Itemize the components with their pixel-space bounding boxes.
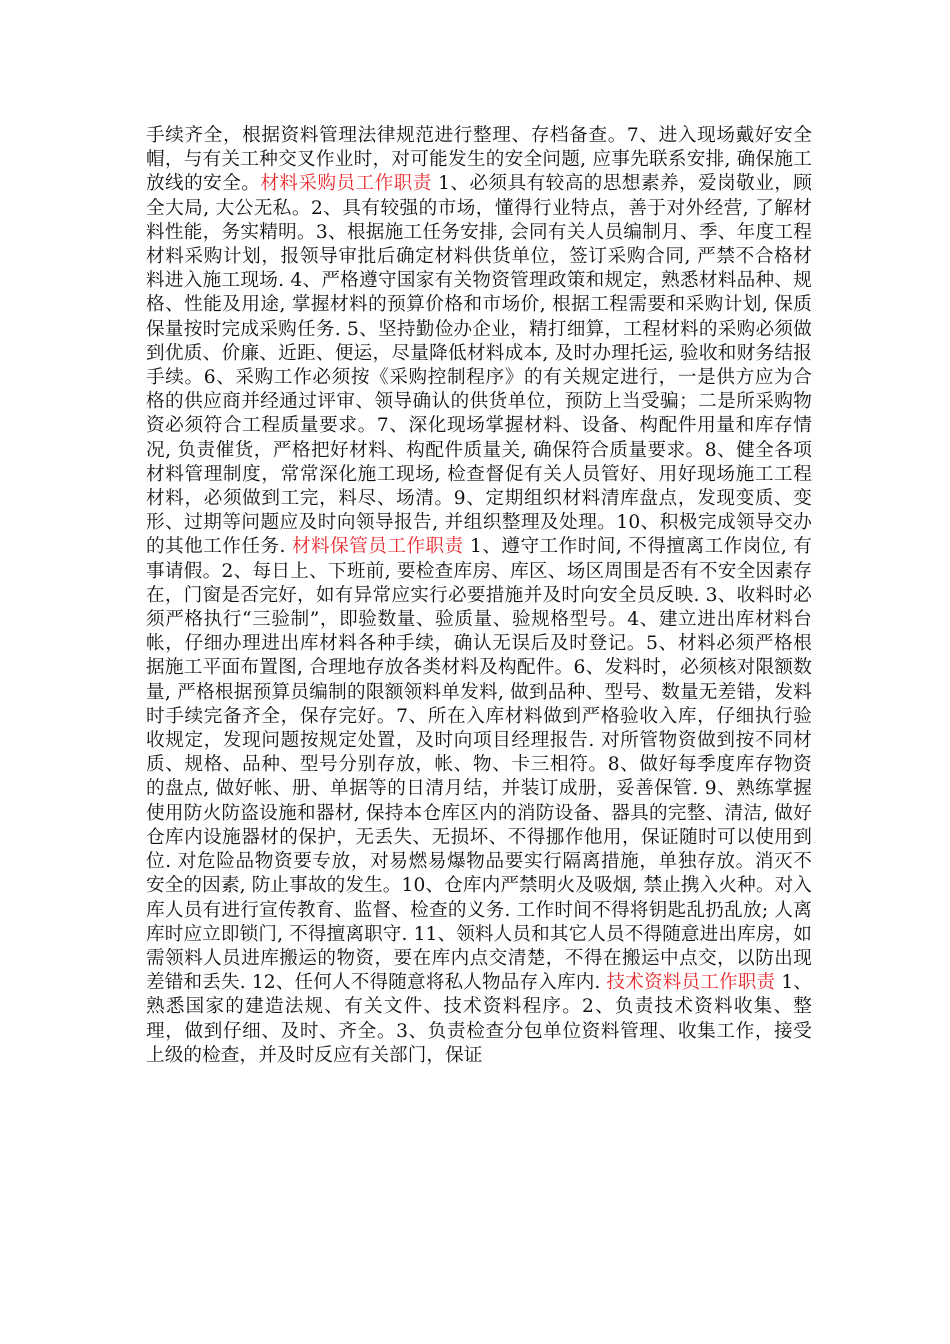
body-text: 1、必须具有较高的思想素养，爱岗敬业，顾全大局, 大公无私。2、具有较强的市场，懂得行业特点，善于对外经营, 了解材料性能，务实精明。3、根据施工任务安排, 会同有关人员编制月、季、年度工程材料采购计划，报领导审批后确定材料供货单位，签订采购合同, 严禁不合格材料进入施工现场. 4、严格遵守国家有关物资管理政策和规定，熟悉材料品种、规格、性能及用途, 掌握材料的预算价格和市场价, 根据工程需要和采购计划, 保质保量按时完成采购任务. 5、坚持勤俭办企业，精打细算，工程材料的采购必须做到优质、价廉、近距、便运，尽量降低材料成本, 及时办理托运, 验收和财务结报手续。6、采购工作必须按《采购控制程序》的有关规定进行，一是供方应为合格的供应商并经通过评审、领导确认的供货单位，预防上当受骗；二是所采购物资必须符合工程质量要求。7、深化现场掌握材料、设备、构配件用量和库存情况, 负责催货，严格把好材料、构配件质量关, 确保符合质量要求。8、健全各项材料管理制度，常常深化施工现场, 检查督促有关人员管好、用好现场施工工程材料，必须做到工完，料尽、场清。9、定期组织材料清库盘点，发现变质、变形、过期等问题应及时向领导报告, 并组织整理及处理。10、积极完成领导交办的其他工作任务.	[146, 173, 813, 558]
body-text: 1、熟悉国家的建造法规、有关文件、技术资料程序。2、负责技术资料收集、整理，做到仔细、及时、齐全。3、负责检查分包单位资料管理、收集工作，接受上级的检查，并及时反应有关部门，保证	[146, 972, 812, 1066]
document-body	[146, 124, 812, 1068]
section-heading-technical-archivist: 技术资料员工作职责	[606, 972, 776, 994]
section-heading-material-purchaser: 材料采购员工作职责	[260, 173, 432, 195]
body-text: 手续齐全，根据资料管理法律规范进行整理、存档备查。7、进入现场戴好安全帽，与有关工种交叉作业时，对可能发生的安全问题, 应事先联系安排, 确保施工放线的安全。	[146, 125, 812, 195]
body-text: 1、遵守工作时间, 不得擅离工作岗位, 有事请假。2、每日上、下班前, 要检查库房、库区、场区周围是否有不安全因素存在，门窗是否完好，如有异常应实行必要措施并及时向安全员反映. 3、收料时必须严格执行“三验制”，即验数量、验质量、验规格型号。4、建立进出库材料台帐，仔细办理进出库材料各种手续，确认无误后及时登记。5、材料必须严格根据施工平面布置图, 合理地存放各类材料及构配件。6、发料时，必须核对限额数量, 严格根据预算员编制的限额领料单发料, 做到品种、型号、数量无差错，发料时手续完备齐全，保存完好。7、所在入库材料做到严格验收入库，仔细执行验收规定，发现问题按规定处置，及时向项目经理报告. 对所管物资做到按不同材质、规格、品种、型号分别存放，帐、物、卡三相符。8、做好每季度库存物资的盘点, 做好帐、册、单据等的日清月结，并装订成册，妥善保管. 9、熟练掌握使用防火防盗设施和器材, 保持本仓库区内的消防设备、器具的完整、清洁, 做好仓库内设施器材的保护，无丢失、无损坏、不得挪作他用，保证随时可以使用到位. 对危险品物资要专放，对易燃易爆物品要实行隔离措施，单独存放。消灭不安全的因素, 防止事故的发生。10、仓库内严禁明火及吸烟, 禁止携入火种。对入库人员有进行宣传教育、监督、检查的义务. 工作时间不得将钥匙乱扔乱放; 人离库时应立即锁门, 不得擅离职守. 11、领料人员和其它人员不得随意进出库房，如需领料人员进库搬运的物资，要在库内点交清楚，不得在搬运中点交，以防出现差错和丢失. 12、任何人不得随意将私人物品存入库内.	[146, 536, 812, 994]
section-heading-material-keeper: 材料保管员工作职责	[291, 536, 464, 558]
